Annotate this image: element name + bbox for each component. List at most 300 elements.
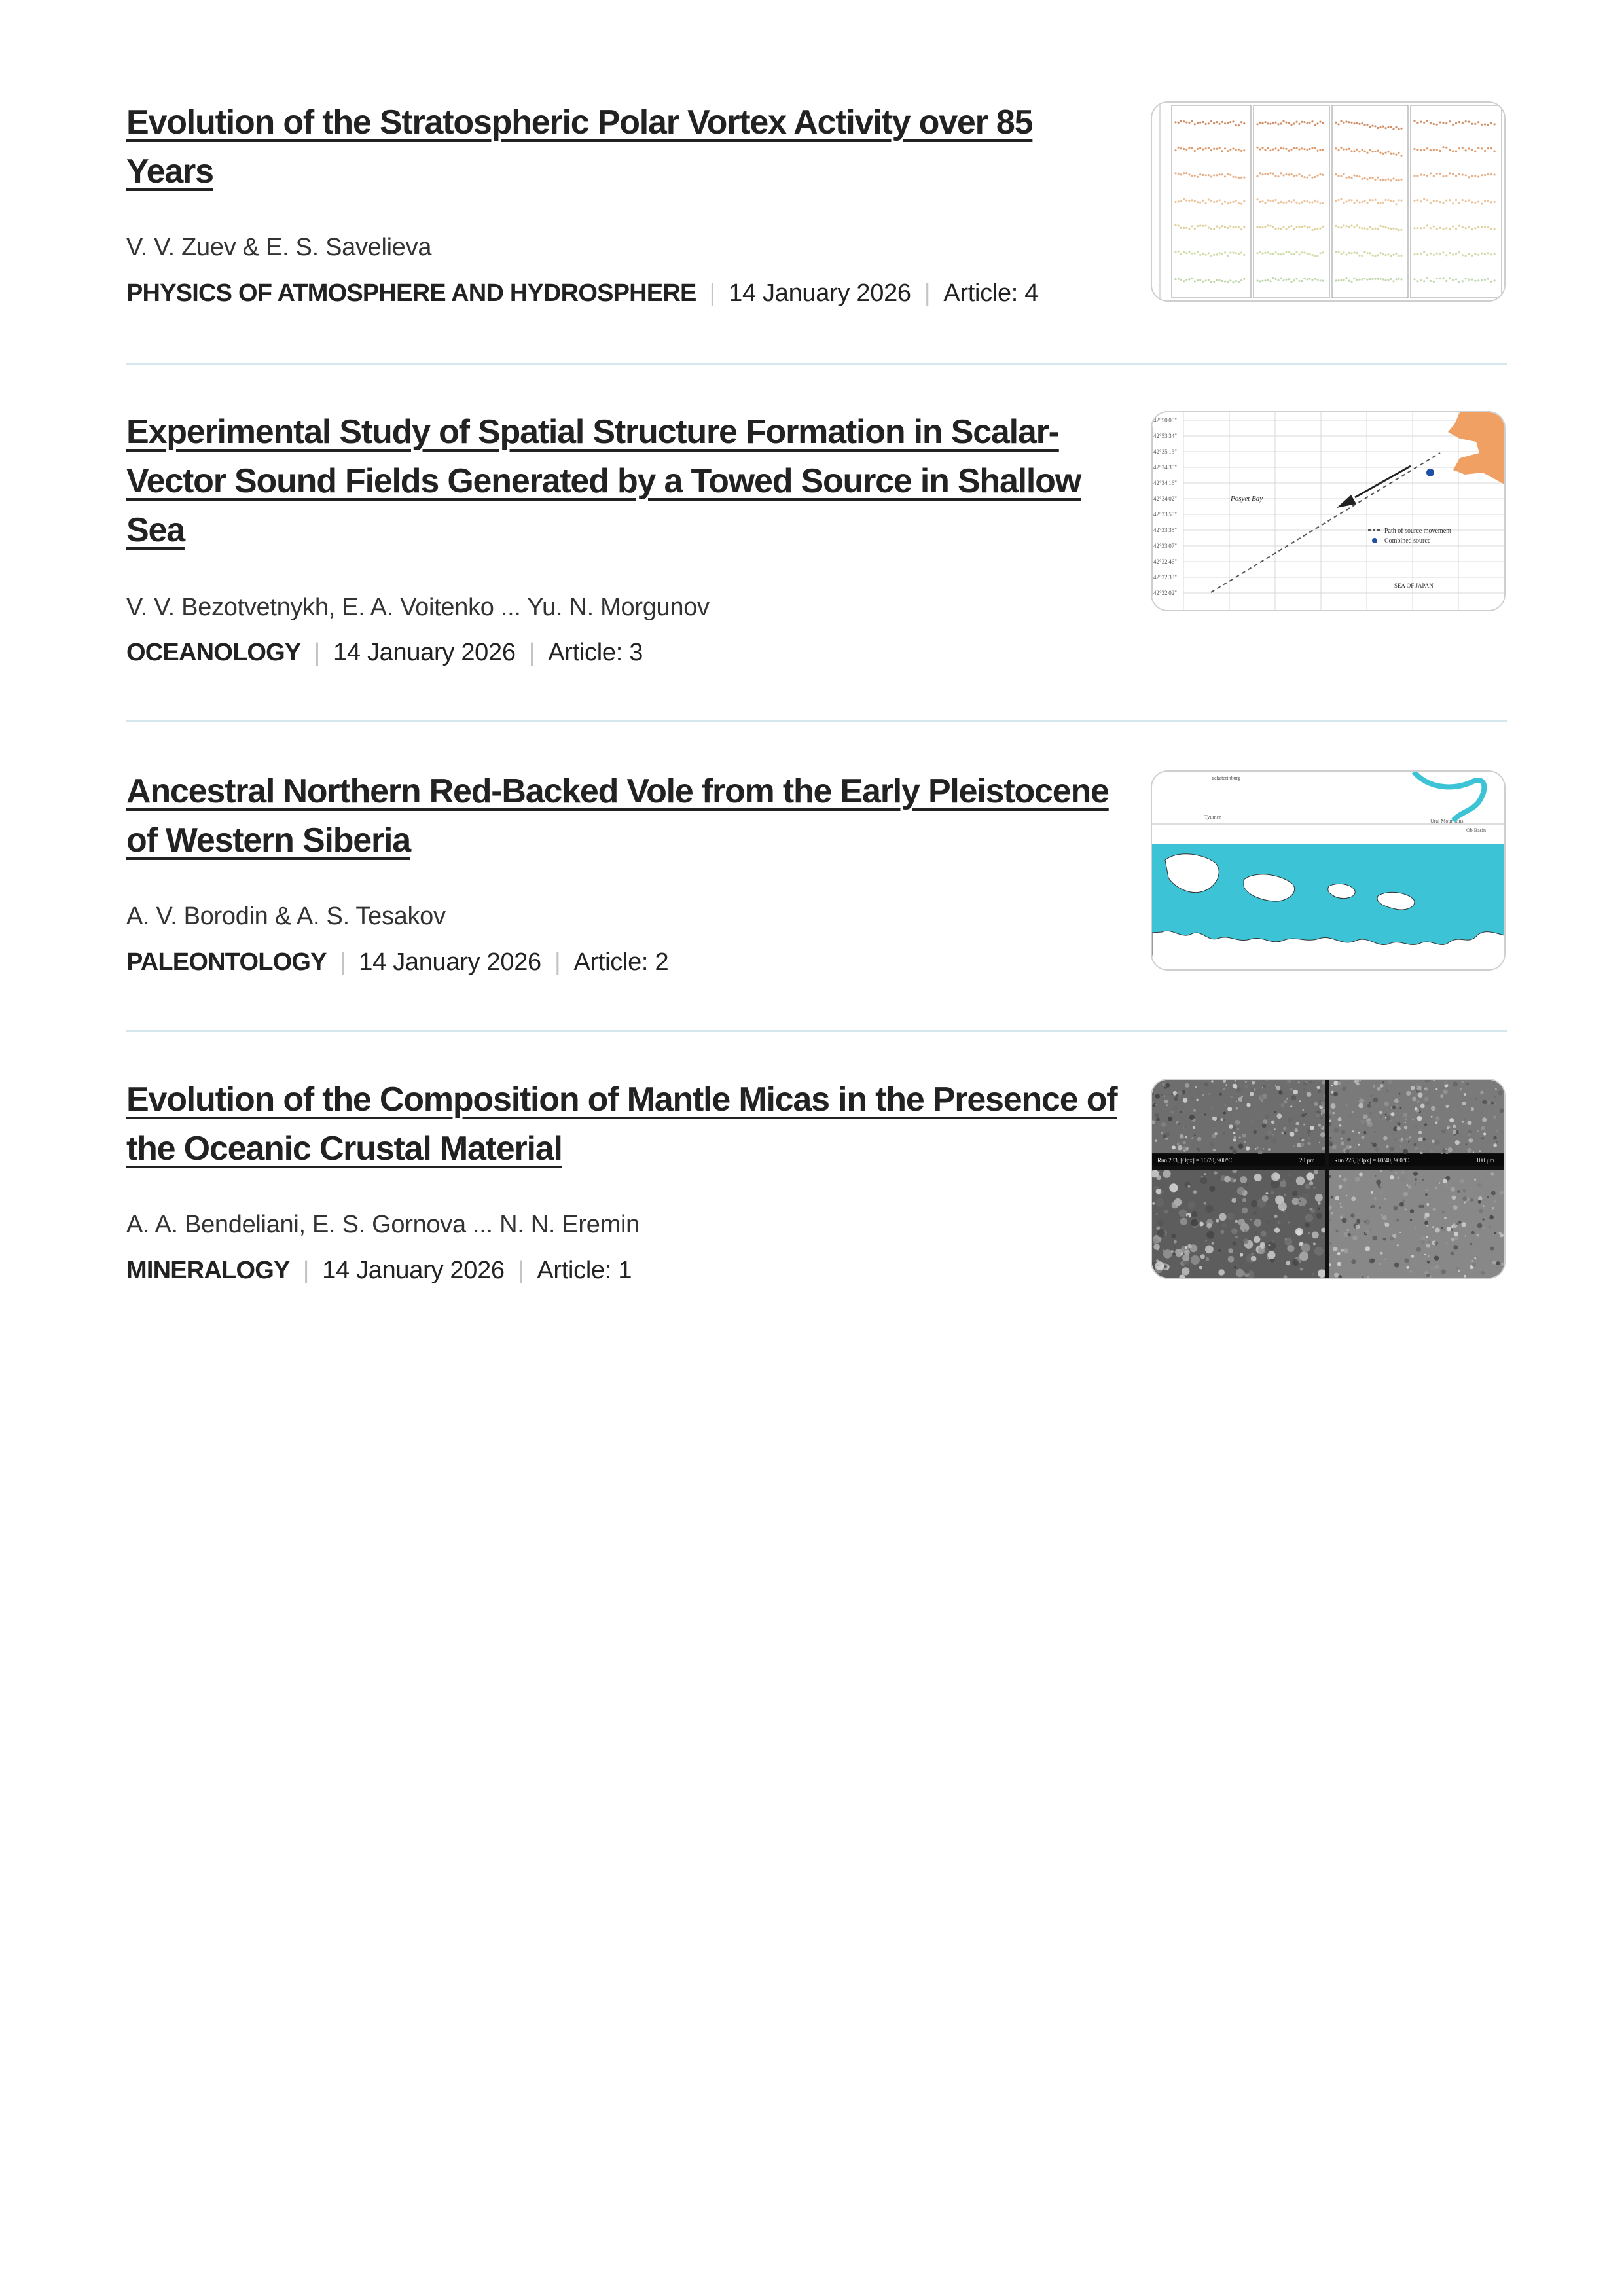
map-label-sea: SEA OF JAPAN	[1394, 583, 1434, 589]
scatter-point	[1311, 279, 1313, 281]
meta-separator: |	[554, 948, 561, 976]
scatter-point	[1183, 251, 1185, 253]
scatter-point	[1197, 122, 1199, 124]
scatter-point	[1216, 148, 1218, 150]
scatter-point	[1426, 199, 1428, 201]
scatter-point	[1382, 179, 1384, 181]
article-title-link[interactable]: Evolution of the Stratospheric Polar Vortex Activity over 85 Years	[126, 103, 1033, 190]
scatter-point	[1345, 200, 1347, 202]
scatter-point	[1256, 198, 1258, 200]
scatter-point	[1379, 225, 1381, 227]
scatter-point	[1430, 227, 1432, 229]
publish-date: 14 January 2026	[359, 948, 541, 976]
scatter-point	[1356, 279, 1358, 281]
scatter-point	[1282, 226, 1284, 228]
scatter-point	[1449, 120, 1451, 122]
scatter-point	[1340, 279, 1342, 281]
scatter-point	[1269, 172, 1271, 174]
scatter-point	[1353, 202, 1355, 204]
latitude-tick-label: 42°33'35"	[1153, 527, 1177, 533]
scatter-point	[1197, 176, 1199, 178]
article-thumbnail[interactable]	[1151, 411, 1506, 611]
scatter-point	[1194, 175, 1196, 177]
scatter-point	[1227, 150, 1229, 152]
scatter-point	[1235, 124, 1237, 126]
scatter-point	[1174, 278, 1176, 280]
scatter-point	[1295, 147, 1297, 149]
scatter-point	[1301, 280, 1303, 282]
scatter-point	[1202, 200, 1204, 202]
scatter-point	[1363, 200, 1365, 202]
scatter-point	[1445, 200, 1447, 202]
scatter-point	[1202, 121, 1204, 123]
scatter-point	[1191, 147, 1193, 149]
scatter-point	[1316, 279, 1318, 281]
scatter-point	[1269, 123, 1271, 125]
scatter-point	[1384, 127, 1386, 129]
scatter-point	[1240, 177, 1242, 179]
scatter-point	[1306, 122, 1308, 124]
scatter-point	[1185, 252, 1187, 254]
scatter-point	[1462, 254, 1464, 256]
scatter-point	[1471, 255, 1473, 257]
scatter-point	[1416, 227, 1418, 229]
scatter-point	[1398, 255, 1399, 257]
scatter-point	[1452, 124, 1454, 126]
scatter-point	[1210, 228, 1212, 230]
scatter-point	[1272, 200, 1274, 202]
scatter-point	[1240, 203, 1242, 205]
scatter-point	[1452, 173, 1454, 175]
scatter-point	[1477, 121, 1479, 123]
scatter-point	[1288, 251, 1290, 253]
scatter-point	[1377, 150, 1379, 152]
journal-name[interactable]: PHYSICS OF ATMOSPHERE AND HYDROSPHERE	[126, 279, 696, 307]
scatter-point	[1371, 254, 1373, 256]
scatter-point	[1487, 226, 1489, 228]
publish-date: 14 January 2026	[333, 639, 516, 666]
scatter-point	[1194, 123, 1196, 125]
scatter-point	[1423, 122, 1425, 124]
scatter-point	[1363, 150, 1365, 152]
scatter-point	[1426, 254, 1428, 256]
scatter-point	[1452, 150, 1454, 152]
scatter-point	[1240, 251, 1242, 253]
scatter-point	[1390, 179, 1392, 181]
scatter-point	[1224, 175, 1226, 177]
scatter-point	[1348, 226, 1350, 228]
scatter-point	[1199, 254, 1201, 256]
scatter-point	[1311, 229, 1313, 231]
scatter-point	[1311, 120, 1313, 122]
scatter-point	[1210, 200, 1212, 202]
scatter-point	[1382, 153, 1384, 155]
scatter-point	[1369, 199, 1371, 201]
scatter-point	[1343, 122, 1344, 124]
scatter-point	[1259, 122, 1261, 124]
scatter-point	[1191, 253, 1193, 255]
scatter-point	[1413, 253, 1415, 255]
scatter-point	[1430, 149, 1432, 151]
scatter-point	[1356, 122, 1358, 124]
scatter-point	[1185, 172, 1187, 174]
article-divider	[126, 1030, 1507, 1032]
scatter-point	[1481, 203, 1483, 205]
scatter-point	[1400, 155, 1402, 157]
scatter-point	[1238, 149, 1240, 151]
scatter-point	[1314, 200, 1316, 202]
scatter-point	[1337, 175, 1339, 177]
scatter-point	[1298, 253, 1300, 255]
scatter-point	[1267, 199, 1269, 201]
scatter-point	[1455, 175, 1457, 177]
scatter-point	[1224, 251, 1226, 253]
scatter-point	[1202, 174, 1204, 176]
scatter-point	[1256, 226, 1258, 228]
scatter-point	[1395, 126, 1397, 128]
scatter-point	[1449, 252, 1451, 254]
scatter-point	[1274, 278, 1276, 280]
scatter-point	[1216, 253, 1218, 255]
scatter-point	[1353, 278, 1355, 279]
scatter-point	[1308, 201, 1310, 203]
article-title-link[interactable]: Ancestral Northern Red-Backed Vole from the Early Pleistocene of Western Siberia	[126, 772, 1109, 859]
scatter-point	[1484, 123, 1486, 125]
scatter-point	[1384, 179, 1386, 181]
journal-name[interactable]: OCEANOLOGY	[126, 639, 301, 666]
article-authors: V. V. Zuev & E. S. Savelieva	[126, 234, 432, 261]
latitude-tick-label: 42°50'00"	[1153, 417, 1177, 423]
scatter-point	[1269, 200, 1271, 202]
scatter-point	[1439, 278, 1441, 279]
scatter-point	[1219, 173, 1221, 175]
scatter-point	[1340, 253, 1342, 255]
scatter-point	[1361, 178, 1363, 180]
scatter-point	[1213, 281, 1215, 283]
latitude-tick-label: 42°34'16"	[1153, 480, 1177, 486]
scatter-point	[1188, 200, 1190, 202]
scatter-point	[1285, 228, 1287, 230]
scatter-point	[1416, 175, 1418, 177]
scatter-point	[1205, 224, 1207, 226]
scatter-point	[1259, 148, 1261, 150]
scatter-point	[1232, 281, 1234, 283]
scatter-point	[1369, 126, 1371, 128]
scatter-point	[1277, 175, 1279, 177]
scatter-point	[1416, 149, 1418, 151]
scatter-point	[1337, 149, 1339, 151]
scatter-point	[1465, 227, 1467, 229]
scatter-point	[1348, 148, 1350, 150]
scatter-point	[1430, 280, 1432, 282]
scatter-point	[1205, 254, 1207, 256]
scatter-point	[1259, 226, 1261, 228]
scatter-point	[1340, 226, 1342, 228]
scatter-point	[1371, 199, 1373, 201]
scatter-point	[1188, 147, 1190, 149]
scatter-point	[1314, 124, 1316, 126]
scatter-point	[1481, 147, 1483, 149]
scatter-point	[1303, 176, 1305, 178]
scatter-point	[1267, 122, 1269, 124]
receiver-marker	[1426, 469, 1434, 476]
scatter-point	[1235, 280, 1237, 282]
journal-name[interactable]: PALEONTOLOGY	[126, 948, 327, 976]
bay-map-thumbnail	[1152, 412, 1504, 610]
scatter-point	[1392, 280, 1394, 282]
scatter-point	[1374, 125, 1376, 127]
article-thumbnail[interactable]	[1151, 770, 1506, 971]
scatter-point	[1243, 149, 1245, 151]
scatter-point	[1293, 199, 1295, 201]
scatter-point	[1455, 199, 1457, 201]
scatter-point	[1282, 120, 1284, 122]
scatter-point	[1194, 228, 1196, 230]
scatter-point	[1293, 147, 1295, 149]
scatter-point	[1348, 252, 1350, 254]
scatter-point	[1319, 202, 1321, 204]
scatter-point	[1191, 199, 1193, 201]
scatter-point	[1199, 122, 1201, 124]
scatter-point	[1205, 123, 1207, 125]
scatter-point	[1183, 198, 1185, 200]
scatter-point	[1194, 280, 1196, 282]
scatter-point	[1280, 147, 1282, 149]
scatter-point	[1303, 200, 1305, 202]
scatter-point	[1264, 173, 1266, 175]
scatter-point	[1178, 173, 1180, 175]
scatter-point	[1490, 147, 1492, 149]
scatter-point	[1316, 201, 1318, 203]
scatter-point	[1462, 122, 1464, 124]
scatter-point	[1288, 200, 1290, 202]
scatter-point	[1229, 174, 1231, 176]
scatter-point	[1371, 228, 1373, 230]
scatter-point	[1303, 225, 1305, 227]
article-title-link[interactable]: Experimental Study of Spatial Structure Formation in Scalar-Vector Sound Fields Generated by a Towed Source in Shallow Sea	[126, 413, 1081, 549]
scatter-point	[1210, 120, 1212, 122]
scatter-point	[1205, 202, 1207, 204]
scatter-point	[1238, 281, 1240, 283]
scatter-point	[1490, 122, 1492, 124]
scatter-point	[1178, 278, 1180, 280]
scatter-point	[1384, 279, 1386, 281]
scatter-point	[1398, 278, 1399, 280]
article-meta	[126, 638, 643, 667]
scatter-point	[1439, 227, 1441, 229]
scatter-point	[1348, 199, 1350, 201]
latitude-tick-label: 42°35'13"	[1153, 448, 1177, 455]
scatter-point	[1442, 146, 1444, 148]
scatter-point	[1462, 226, 1464, 228]
scatter-point	[1474, 280, 1476, 282]
scatter-point	[1183, 280, 1185, 282]
scatter-point	[1185, 279, 1187, 281]
latitude-tick-label: 42°53'34"	[1153, 433, 1177, 439]
scatter-point	[1413, 278, 1415, 280]
scatter-point	[1366, 228, 1368, 230]
scatter-point	[1423, 174, 1425, 176]
scatter-point	[1256, 123, 1258, 125]
journal-name[interactable]: MINERALOGY	[126, 1257, 290, 1284]
scatter-point	[1487, 173, 1489, 175]
scatter-point	[1465, 200, 1467, 202]
scatter-point	[1458, 147, 1460, 149]
scatter-point	[1477, 226, 1479, 228]
scatter-point	[1293, 253, 1295, 255]
map-label-right: Ural Mountains	[1430, 818, 1464, 824]
scatter-point	[1377, 127, 1379, 129]
scatter-point	[1348, 121, 1350, 123]
scatter-point	[1458, 251, 1460, 253]
scatter-point	[1243, 226, 1245, 228]
scatter-point	[1413, 200, 1415, 202]
scatter-point	[1449, 172, 1451, 174]
scatter-point	[1433, 226, 1435, 228]
scatter-point	[1379, 152, 1381, 154]
scatter-point	[1468, 253, 1470, 255]
scatter-point	[1319, 228, 1321, 230]
scatter-point	[1420, 149, 1422, 151]
scatter-point	[1374, 179, 1376, 181]
scatter-point	[1229, 121, 1231, 123]
scatter-point	[1400, 229, 1402, 231]
scatter-point	[1462, 199, 1464, 201]
scatter-point	[1216, 121, 1218, 123]
scatter-point	[1379, 278, 1381, 280]
scatter-point	[1205, 147, 1207, 149]
scatter-point	[1442, 175, 1444, 177]
scatter-point	[1185, 121, 1187, 123]
scatter-point	[1400, 179, 1402, 181]
scatter-point	[1178, 200, 1180, 202]
scatter-point	[1345, 277, 1347, 279]
article-authors: A. V. Borodin & A. S. Tesakov	[126, 903, 446, 930]
scatter-point	[1387, 253, 1389, 255]
scatter-point	[1348, 280, 1350, 282]
scatter-point	[1433, 149, 1435, 151]
scatter-point	[1301, 251, 1303, 253]
scatter-point	[1358, 175, 1360, 177]
micrograph-caption-b: Run 225, [Opx] = 60/40, 900°C	[1334, 1157, 1409, 1164]
scatter-point	[1232, 147, 1234, 149]
scatter-point	[1185, 200, 1187, 202]
scatter-point	[1343, 251, 1344, 253]
scatter-point	[1340, 120, 1342, 122]
scatter-point	[1208, 174, 1210, 176]
scatter-point	[1426, 277, 1428, 279]
scatter-point	[1420, 121, 1422, 123]
scatter-point	[1477, 279, 1479, 281]
scatter-point	[1191, 278, 1193, 279]
scatter-point	[1335, 225, 1337, 227]
scatter-point	[1474, 150, 1476, 152]
scatter-point	[1350, 150, 1352, 152]
scatter-point	[1471, 175, 1473, 177]
scatter-point	[1264, 149, 1266, 151]
scatter-point	[1413, 227, 1415, 229]
scatter-point	[1481, 279, 1483, 281]
scatter-point	[1471, 279, 1473, 281]
scatter-point	[1178, 122, 1180, 124]
article-thumbnail[interactable]	[1151, 101, 1506, 302]
scatter-point	[1221, 280, 1223, 282]
scatter-point	[1227, 173, 1229, 175]
scatter-point	[1430, 122, 1432, 124]
scatter-point	[1439, 121, 1441, 123]
scatter-point	[1272, 277, 1274, 279]
scatter-point	[1439, 173, 1441, 175]
scatter-point	[1174, 224, 1176, 226]
scatter-point	[1398, 152, 1399, 154]
scatter-point	[1477, 147, 1479, 149]
scatter-point	[1213, 122, 1215, 124]
latitude-tick-label: 42°32'46"	[1153, 558, 1177, 565]
scatter-point	[1316, 175, 1318, 177]
scatter-point	[1227, 202, 1229, 204]
scatter-point	[1316, 228, 1318, 230]
scatter-point	[1449, 277, 1451, 279]
scatter-point	[1379, 126, 1381, 128]
scatter-point	[1243, 278, 1245, 280]
scatter-point	[1439, 150, 1441, 152]
scatter-point	[1455, 122, 1457, 124]
scatter-point	[1256, 147, 1258, 149]
scatter-point	[1350, 199, 1352, 201]
scatter-point	[1298, 280, 1300, 282]
scatter-point	[1345, 120, 1347, 122]
scatter-point	[1363, 124, 1365, 126]
scatter-point	[1369, 177, 1371, 179]
scatter-point	[1387, 279, 1389, 281]
scatter-point	[1350, 177, 1352, 179]
scatter-point	[1298, 123, 1300, 125]
scatter-point	[1235, 176, 1237, 178]
scatter-point	[1445, 280, 1447, 282]
scatter-point	[1272, 122, 1274, 124]
scatter-point	[1199, 147, 1201, 149]
scatter-point	[1481, 253, 1483, 255]
scatter-point	[1285, 148, 1287, 150]
scatter-point	[1420, 253, 1422, 255]
scatter-point	[1490, 201, 1492, 203]
scatter-point	[1178, 147, 1180, 149]
scatter-point	[1468, 147, 1470, 149]
article-number: Article: 4	[943, 279, 1039, 307]
scatter-point	[1213, 254, 1215, 256]
scatter-point	[1374, 255, 1376, 257]
article-thumbnail[interactable]	[1151, 1079, 1506, 1279]
scatter-point	[1484, 174, 1486, 176]
scatter-point	[1240, 228, 1242, 230]
scatter-point	[1487, 278, 1489, 279]
scatter-point	[1490, 228, 1492, 230]
scatter-point	[1343, 279, 1344, 281]
scatter-point	[1358, 227, 1360, 229]
scatter-point	[1390, 200, 1392, 202]
scatter-point	[1301, 226, 1303, 228]
scatter-point	[1267, 224, 1269, 226]
scatter-point	[1277, 253, 1279, 255]
article-title-link[interactable]: Evolution of the Composition of Mantle Micas in the Presence of the Oceanic Crustal Material	[126, 1081, 1117, 1168]
scatter-point	[1224, 122, 1226, 124]
scatter-point	[1465, 149, 1467, 151]
arctic-coast-map-thumbnail	[1152, 772, 1504, 969]
scatter-point	[1363, 278, 1365, 279]
scatter-point	[1433, 254, 1435, 256]
scatter-point	[1319, 173, 1321, 175]
scatter-point	[1343, 173, 1344, 175]
